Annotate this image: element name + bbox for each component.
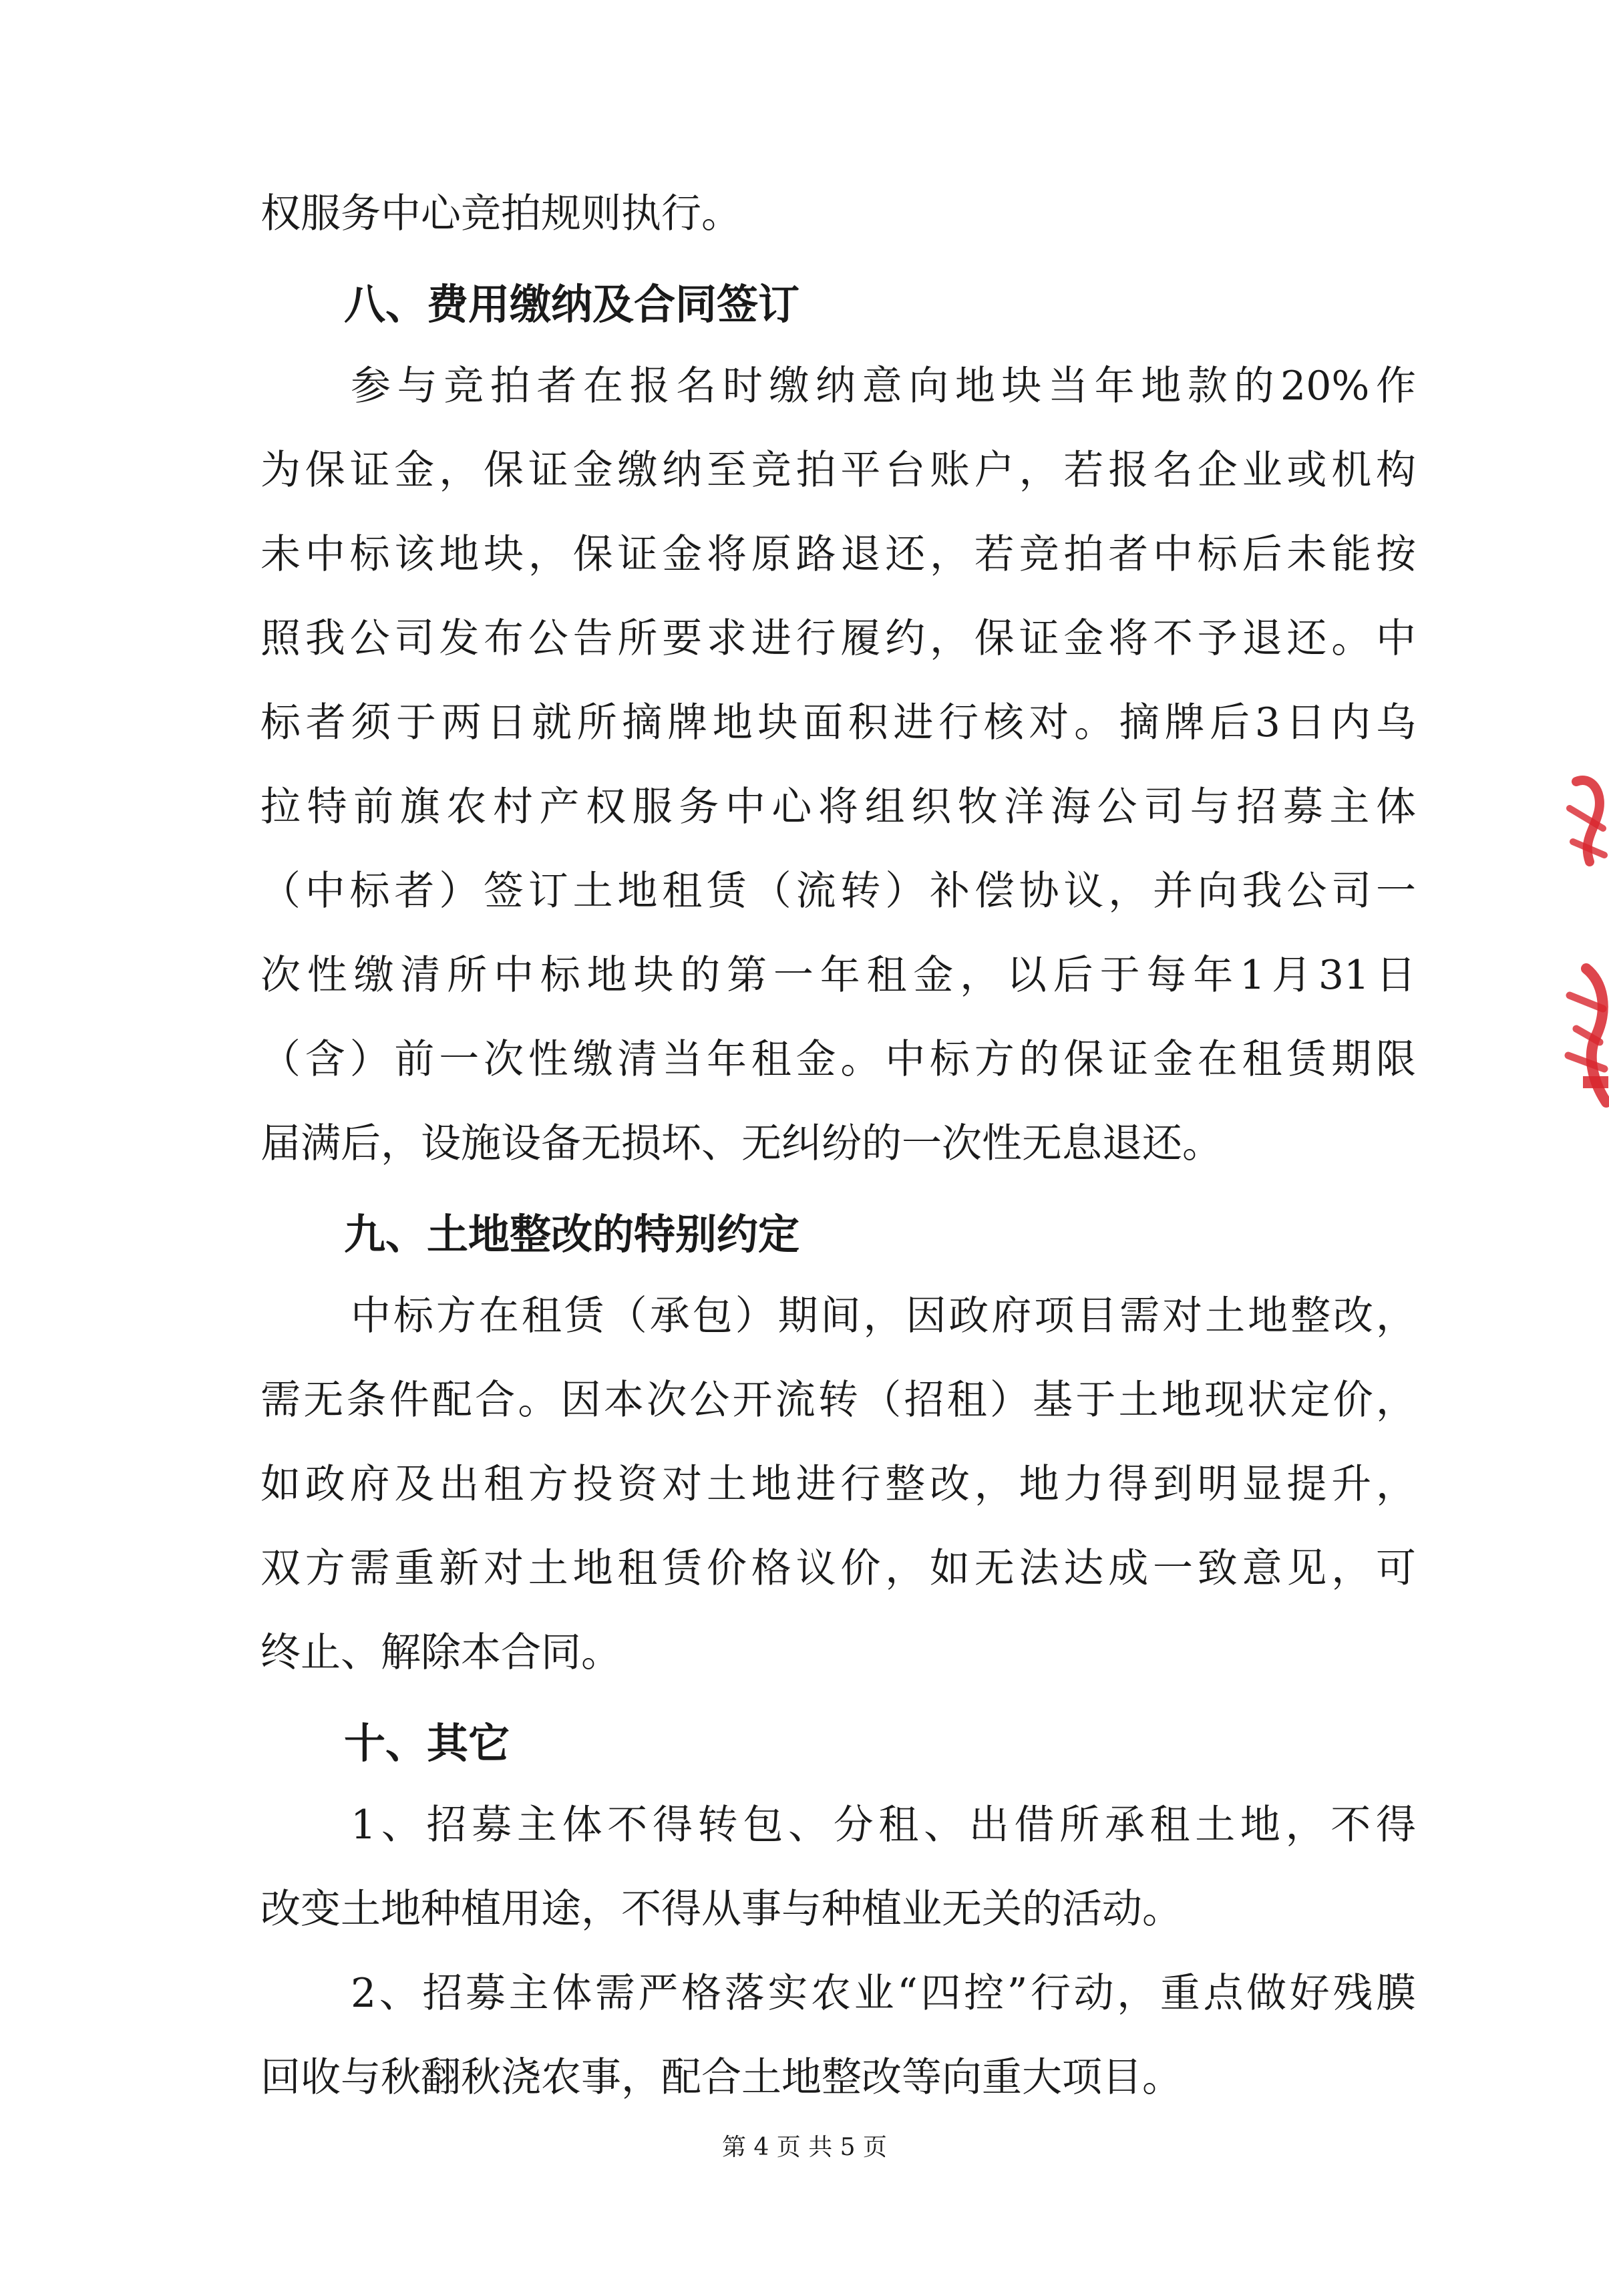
section-heading: 十、其它 [344,1719,510,1768]
paragraph-line: 次性缴清所中标地块的第一年租金，以后于每年1月31日 [260,952,1416,999]
paragraph-line: 回收与秋翻秋浇农事，配合土地整改等向重大项目。 [260,2054,1182,2101]
paragraph-line: 参与竞拍者在报名时缴纳意向地块当年地款的20%作 [351,363,1416,409]
paragraph-line: （中标者）签订土地租赁（流转）补偿协议，并向我公司一 [260,868,1416,915]
page-number-footer: 第 4 页 共 5 页 [721,2134,888,2161]
paragraph-line: 照我公司发布公告所要求进行履约，保证金将不予退还。中 [260,615,1416,662]
paragraph-line: 拉特前旗农村产权服务中心将组织牧洋海公司与招募主体 [260,784,1416,830]
red-seal-stamp-fragment [1556,768,1609,1116]
paragraph-line: 标者须于两日就所摘牌地块面积进行核对。摘牌后3日内乌 [260,699,1416,746]
paragraph-line: 如政府及出租方投资对土地进行整改，地力得到明显提升， [260,1461,1416,1508]
paragraph-line: 2、招募主体需严格落实农业“四控”行动，重点做好残膜 [351,1970,1416,2017]
paragraph-line: 未中标该地块，保证金将原路退还，若竞拍者中标后未能按 [260,531,1416,578]
paragraph-line: 权服务中心竞拍规则执行。 [260,190,741,237]
paragraph-line: 届满后，设施设备无损坏、无纠纷的一次性无息退还。 [260,1120,1222,1167]
paragraph-line: 改变土地种植用途，不得从事与种植业无关的活动。 [260,1886,1182,1933]
paragraph-line: 为保证金，保证金缴纳至竞拍平台账户，若报名企业或机构 [260,447,1416,494]
paragraph-line: 需无条件配合。因本次公开流转（招租）基于土地现状定价， [260,1377,1416,1424]
paragraph-line: 中标方在租赁（承包）期间，因政府项目需对土地整改， [351,1293,1416,1339]
section-heading: 九、土地整改的特别约定 [344,1210,800,1259]
paragraph-line: 终止、解除本合同。 [260,1629,621,1676]
paragraph-line: （含）前一次性缴清当年租金。中标方的保证金在租赁期限 [260,1036,1416,1083]
paragraph-line: 1、招募主体不得转包、分租、出借所承租土地，不得 [351,1802,1416,1848]
section-heading: 八、费用缴纳及合同签订 [344,280,800,329]
paragraph-line: 双方需重新对土地租赁价格议价，如无法达成一致意见，可 [260,1545,1416,1592]
